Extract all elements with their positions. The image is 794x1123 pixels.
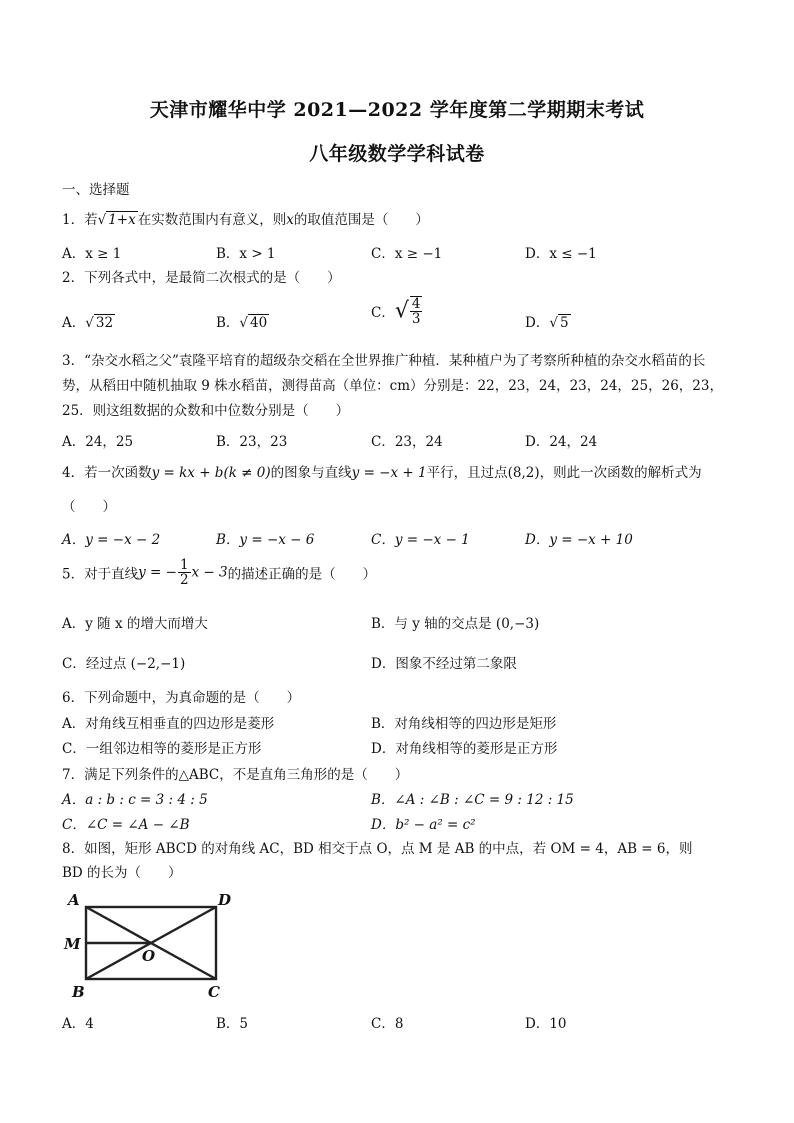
q1-option-b[interactable]: B．x > 1 — [216, 246, 276, 262]
q2-option-c[interactable]: C．√ $\frac{4}{3}$ — [371, 296, 421, 328]
q1-radicand: 1+x — [108, 212, 136, 228]
q6-option-d[interactable]: D．对角线相等的菱形是正方形 — [371, 741, 558, 757]
q4-expr2: y = −x + 1 — [351, 465, 427, 481]
q4-answer-paren: （ ） — [62, 499, 116, 515]
question-8-stem-line1: 8．如图，矩形 ABCD 的对角线 AC，BD 相交于点 O，点 M 是 AB 的中点，若 OM = 4，AB = 6，则 — [62, 841, 693, 857]
q3-option-d[interactable]: D．24，24 — [525, 434, 598, 450]
q7-option-a[interactable]: A．a : b : c = 3 : 4 : 5 — [62, 792, 208, 808]
q6-option-b[interactable]: B．对角线相等的四边形是矩形 — [371, 716, 557, 732]
q8-option-c[interactable]: C．8 — [371, 1016, 404, 1032]
q2-option-b[interactable]: B．√ 40 — [216, 315, 268, 331]
q2-d-label: D． — [525, 315, 550, 331]
q4-option-b[interactable]: B．y = −x − 6 — [216, 532, 315, 548]
section-heading: 一、选择题 — [62, 182, 130, 198]
q5-frac-den: 2 — [179, 572, 189, 589]
q7-option-c[interactable]: C．∠C = ∠A − ∠B — [62, 817, 190, 833]
q1-stem-post: 在实数范围内有意义，则 — [137, 212, 287, 228]
q5-option-d[interactable]: D．图象不经过第二象限 — [371, 656, 517, 672]
q1-option-d[interactable]: D．x ≤ −1 — [525, 246, 597, 262]
q7-option-b[interactable]: B．∠A : ∠B : ∠C = 9 : 12 : 15 — [371, 792, 574, 808]
rectangle-figure — [62, 887, 242, 1009]
question-4-stem — [62, 461, 702, 481]
q4-stem-a: 4．若一次函数 — [62, 465, 152, 481]
q5-stem-b: 的描述正确的是（ ） — [227, 566, 377, 583]
q2-a-radicand: 32 — [95, 315, 114, 331]
q4-stem-c: 平行，且过点 — [426, 465, 508, 481]
q2-option-d[interactable]: D．√ 5 — [525, 315, 569, 331]
label-d: D — [218, 891, 232, 909]
q3-option-a[interactable]: A．24，25 — [62, 434, 134, 450]
q7-option-d[interactable]: D．b² − a² = c² — [371, 817, 476, 833]
q1-option-a[interactable]: A．x ≥ 1 — [62, 246, 122, 262]
q1-sqrt: √ 1+x — [97, 212, 136, 228]
q5-option-a[interactable]: A．y 随 x 的增大而增大 — [62, 616, 208, 632]
question-3-stem: 3．“杂交水稻之父”袁隆平培育的超级杂交稻在全世界推广种植．某种植户为了考察所种植的杂交水稻苗的长势，从稻田中随机抽取 9 株水稻苗，测得苗高（单位：cm）分别是：22，23，24，23，24，25，26，23，25．则这组数据的众数和中位数分别是（ ） — [62, 353, 723, 419]
q8-option-b[interactable]: B．5 — [216, 1016, 249, 1032]
q3-option-b[interactable]: B．23，23 — [216, 434, 288, 450]
q2-c-den: 3 — [411, 311, 421, 328]
rectangle-abcd-diagram — [62, 887, 242, 1005]
question-5-stem — [62, 558, 376, 587]
question-2-stem: 2．下列各式中，是最简二次根式的是（ ） — [62, 270, 341, 286]
q6-option-c[interactable]: C．一组邻边相等的菱形是正方形 — [62, 741, 262, 757]
q5-frac-num: 1 — [179, 557, 189, 573]
q5-expr-post: x − 3 — [191, 564, 228, 581]
q5-option-c[interactable]: C．经过点 (−2,−1) — [62, 656, 186, 672]
q2-option-a[interactable]: A．√ 32 — [62, 315, 114, 331]
label-m: M — [64, 935, 81, 953]
q5-option-b[interactable]: B．与 y 轴的交点是 (0,−3) — [371, 616, 540, 632]
q4-expr1: y = kx + b(k ≠ 0) — [151, 465, 271, 481]
exam-title: 天津市耀华中学 2021—2022 学年度第二学期期末考试 — [149, 99, 645, 121]
question-6-stem: 6．下列命题中，为真命题的是（ ） — [62, 690, 301, 706]
q1-stem-pre: 1．若 — [62, 212, 98, 228]
question-7-stem: 7．满足下列条件的△ABC，不是直角三角形的是（ ） — [62, 767, 409, 783]
q4-stem-b: 的图象与直线 — [270, 465, 352, 481]
q1-option-c[interactable]: C．x ≥ −1 — [371, 246, 443, 262]
q2-b-radicand: 40 — [250, 315, 268, 331]
label-b: B — [72, 983, 85, 1001]
exam-subtitle: 八年级数学学科试卷 — [309, 143, 485, 165]
label-o: O — [142, 947, 156, 965]
q1-stem-end: 的取值范围是（ ） — [293, 212, 429, 228]
q2-c-label: C． — [371, 305, 395, 322]
q2-d-radicand: 5 — [559, 315, 569, 331]
q6-option-a[interactable]: A．对角线互相垂直的四边形是菱形 — [62, 716, 275, 732]
q3-option-c[interactable]: C．23，24 — [371, 434, 443, 450]
label-c: C — [208, 983, 220, 1001]
question-8-stem-line2: BD 的长为（ ） — [62, 865, 182, 881]
q2-a-label: A． — [62, 315, 86, 331]
q5-expr-pre: y = − — [138, 564, 177, 581]
q8-option-d[interactable]: D．10 — [525, 1016, 567, 1032]
q4-option-c[interactable]: C．y = −x − 1 — [371, 532, 470, 548]
q2-c-num: 4 — [411, 296, 421, 312]
q4-option-a[interactable]: A．y = −x − 2 — [62, 532, 161, 548]
q4-stem-d: ，则此一次函数的解析式为 — [539, 465, 702, 481]
q4-point: (8,2) — [507, 465, 540, 481]
q5-stem-a: 5．对于直线 — [62, 566, 139, 583]
question-1-stem — [62, 208, 429, 228]
q1-var: x — [286, 212, 294, 228]
label-a: A — [68, 891, 80, 909]
q8-option-a[interactable]: A．4 — [62, 1016, 94, 1032]
q2-b-label: B． — [216, 315, 240, 331]
q4-option-d[interactable]: D．y = −x + 10 — [525, 532, 633, 548]
